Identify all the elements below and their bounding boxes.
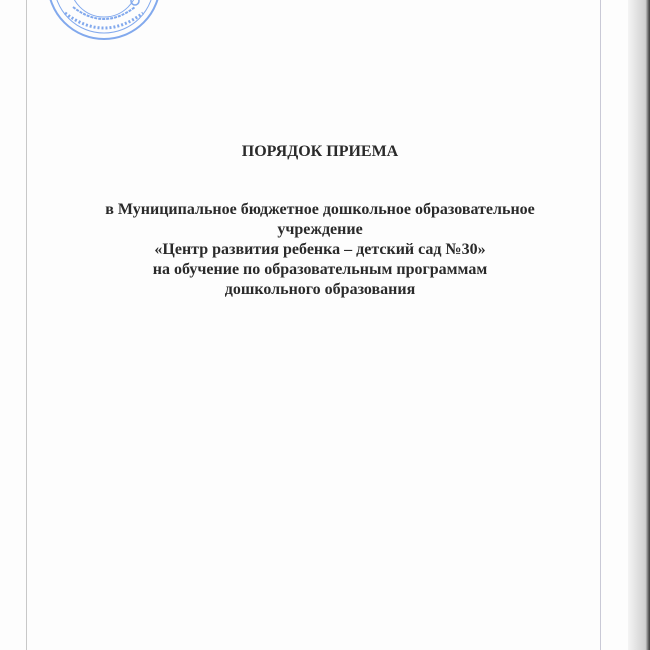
subtitle-line: «Центр развития ребенка – детский сад №30» <box>154 241 486 258</box>
subtitle-line: учреждение <box>277 221 363 238</box>
subtitle-line: дошкольного образования <box>224 281 416 298</box>
document-title: ПОРЯДОК ПРИЕМА <box>241 143 399 160</box>
official-seal-stamp <box>45 0 163 41</box>
scan-page-edge <box>628 0 650 650</box>
subtitle-line: на обучение по образовательным программам <box>152 261 488 278</box>
document-subtitle <box>30 200 610 300</box>
page-margin-line-right <box>600 0 601 650</box>
page-margin-line-left <box>26 0 27 650</box>
subtitle-line: в Муниципальное бюджетное дошкольное образовательное <box>105 201 535 218</box>
